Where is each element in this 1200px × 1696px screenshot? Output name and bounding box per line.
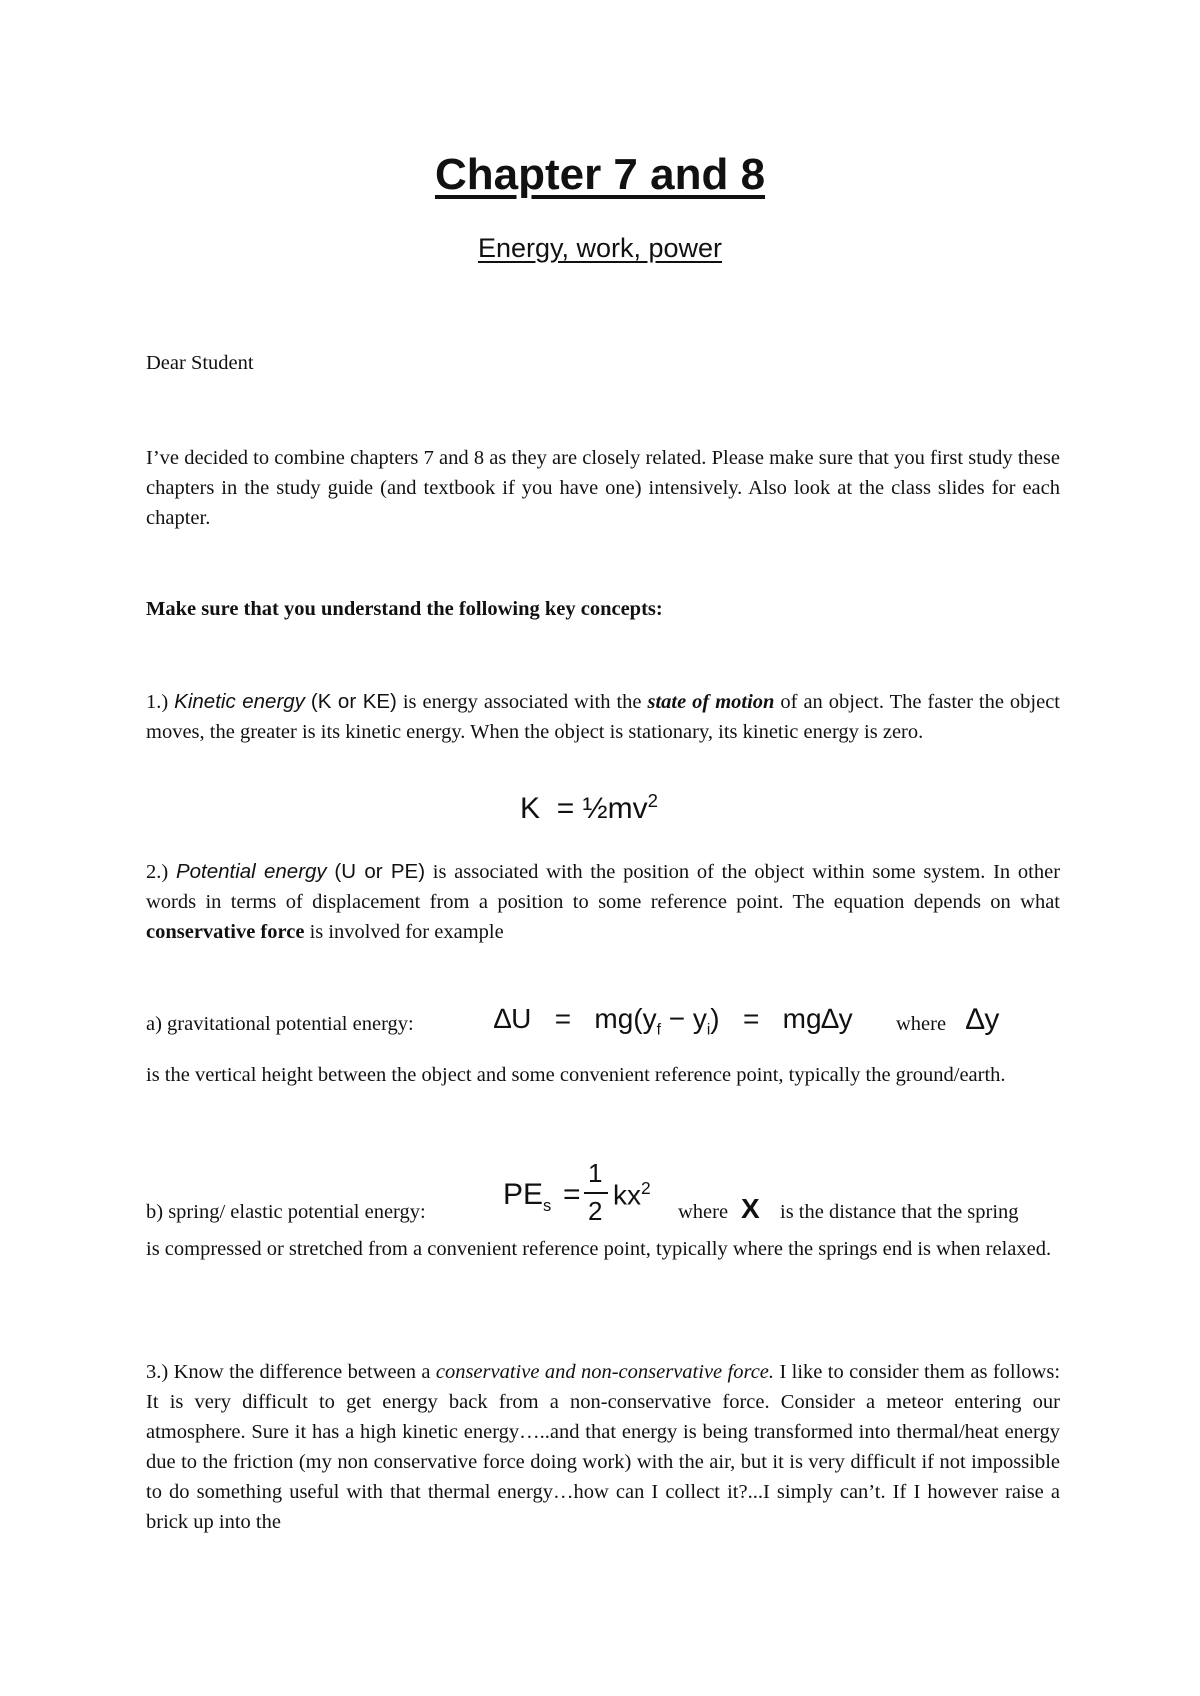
formula-equals: = — [554, 1003, 572, 1034]
item-text: I like to consider them as follows: It is very difficult to get energy back from a non-conservative force. Consider a meteor entering our atmosphere. Sure it has a high kinetic energy…..and that energy is being transformed into thermal/heat energy due to the friction (my non conservative force doing work) with the air, but it is very difficult if not impossible to do something useful with that thermal energy…how can I collect it?...I simply can’t. If I however raise a brick up into the — [146, 1361, 1061, 1533]
term-potential-energy: Potential energy — [175, 860, 327, 883]
formula-minus: − y — [660, 1003, 707, 1034]
kinetic-energy-formula — [520, 790, 658, 826]
formula-sub-i: i — [706, 1021, 711, 1039]
where-label: where — [678, 1201, 729, 1223]
item-potential-energy — [146, 857, 1060, 947]
italic-conservative-force: conservative and non-conservative force. — [435, 1361, 775, 1383]
formula-exponent: 2 — [641, 1178, 651, 1198]
spring-label: b) spring/ elastic potential energy: — [146, 1201, 426, 1223]
abbrev-kinetic: (K or KE) — [310, 690, 397, 713]
page-title: Chapter 7 and 8 — [434, 150, 766, 199]
item-text: is involved for example — [309, 921, 504, 943]
key-concepts-heading: Make sure that you understand the following key concepts: — [146, 598, 663, 620]
spring-description: is compressed or stretched from a convenient reference point, typically where the springs end is when relaxed. — [146, 1238, 1052, 1260]
formula-sub-f: f — [656, 1021, 661, 1039]
formula-equals: = — [563, 1178, 581, 1211]
abbrev-potential: (U or PE) — [334, 860, 426, 883]
fraction-numerator: 1 — [588, 1158, 603, 1188]
delta-y-symbol: ∆y — [966, 1003, 1000, 1036]
formula-pe: PE — [503, 1178, 544, 1211]
greeting: Dear Student — [146, 352, 254, 374]
item-text: Know the difference between a — [173, 1361, 431, 1383]
item-number: 2.) — [146, 861, 169, 883]
item-text: of an object. The faster the object moves, the greater is its kinetic energy. When the object is stationary, its kinetic energy is zero. — [146, 691, 1061, 743]
where-label: where — [896, 1013, 947, 1035]
gravitational-formula — [494, 1003, 853, 1040]
fraction-bar — [584, 1192, 608, 1194]
gravitational-description: is the vertical height between the object and some convenient reference point, typically the ground/earth. — [146, 1064, 1006, 1086]
term-kinetic-energy: Kinetic energy — [174, 690, 305, 713]
formula-equals: = — [556, 792, 575, 825]
formula-sub-s: s — [543, 1197, 552, 1215]
item-conservative-force — [146, 1357, 1060, 1537]
gravitational-label: a) gravitational potential energy: — [146, 1013, 414, 1035]
formula-lhs: K — [520, 792, 541, 825]
item-kinetic-energy — [146, 687, 1060, 747]
x-symbol: X — [741, 1193, 760, 1224]
formula-kx: kx — [613, 1179, 641, 1211]
intro-paragraph: I’ve decided to combine chapters 7 and 8 as they are closely related. Please make sure that you first study these chapters in the study guide (and textbook if you have one) intensively. Also look at the class slides for each chapter. — [146, 447, 1060, 529]
item-number: 1.) — [146, 691, 169, 713]
formula-rhs: mg∆y — [782, 1003, 853, 1034]
formula-rhs: ½mv — [582, 792, 648, 825]
formula-mg: mg(y — [594, 1003, 657, 1034]
page-subtitle: Energy, work, power — [477, 233, 723, 263]
bold-conservative-force: conservative force — [146, 921, 305, 943]
fraction-denominator: 2 — [588, 1196, 603, 1226]
formula-close: ) — [710, 1003, 720, 1034]
item-number: 3.) — [146, 1361, 169, 1383]
item-text: is associated with the position of the object within some system. In other words in terms of displacement from a position to some reference point. The equation depends on what — [146, 861, 1061, 913]
emphasis-state-of-motion: state of motion — [647, 691, 775, 713]
formula-exponent: 2 — [647, 790, 658, 811]
formula-equals: = — [742, 1003, 760, 1034]
spring-text-inline: is the distance that the spring — [780, 1201, 1019, 1223]
formula-delta-u: ∆U — [494, 1003, 532, 1034]
item-text: is energy associated with the — [402, 691, 642, 713]
